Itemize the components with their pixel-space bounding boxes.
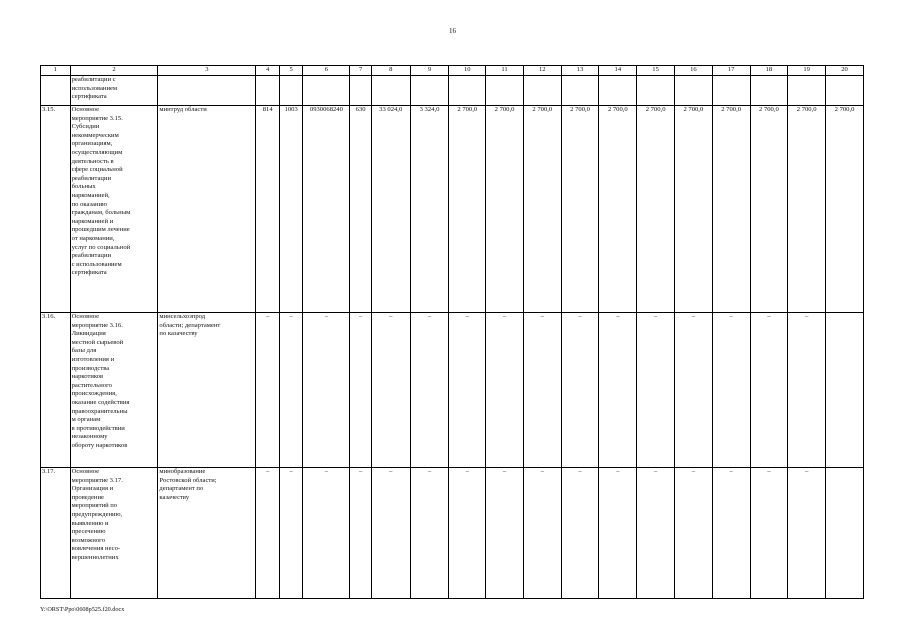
value-cell: –: [523, 313, 561, 468]
value-cell: –: [279, 468, 302, 599]
value-cell: 2 700,0: [826, 106, 864, 313]
row-number: 3.16.: [41, 313, 71, 468]
column-header: 2: [70, 66, 158, 76]
description-line: вершеннолетних: [71, 553, 119, 561]
value-cell: [826, 468, 864, 599]
value-cell: –: [256, 313, 279, 468]
description-line: мероприятие 3.15.: [71, 114, 123, 122]
value-cell: 2 700,0: [449, 106, 486, 313]
description-line: Субсидии: [71, 123, 100, 131]
value-cell: 2 700,0: [486, 106, 524, 313]
description-line: осуществляющим: [71, 148, 123, 156]
program-table: [40, 65, 864, 599]
value-cell: [449, 76, 486, 106]
executor-line: по казачеству: [159, 330, 198, 338]
value-cell: 1003: [279, 106, 302, 313]
value-cell: [599, 76, 637, 106]
table-row: [41, 468, 864, 599]
value-cell: 2 700,0: [674, 106, 712, 313]
value-cell: –: [279, 313, 302, 468]
value-cell: 2 700,0: [561, 106, 599, 313]
description-line: незаконному: [71, 433, 108, 441]
value-cell: –: [599, 468, 637, 599]
value-cell: –: [561, 468, 599, 599]
description-line: вовлечения несо-: [71, 545, 121, 553]
description-line: пресечению: [71, 528, 106, 536]
value-cell: –: [303, 313, 350, 468]
value-cell: –: [599, 313, 637, 468]
header-row: [41, 66, 864, 76]
activity-description: [70, 106, 158, 313]
value-cell: –: [410, 313, 449, 468]
value-cell: [523, 76, 561, 106]
value-cell: [371, 76, 410, 106]
value-cell: –: [637, 313, 675, 468]
value-cell: 2 700,0: [637, 106, 675, 313]
description-line: правоохранительны: [71, 407, 128, 415]
description-line: больных: [71, 183, 96, 191]
description-line: Основное: [71, 313, 100, 320]
description-line: некоммерческим: [71, 131, 119, 139]
description-line: проведение: [71, 493, 104, 501]
description-line: Основное: [71, 106, 100, 113]
value-cell: –: [486, 313, 524, 468]
value-cell: –: [788, 313, 826, 468]
column-header: 19: [788, 66, 826, 76]
executor-line: области; департамент: [159, 321, 221, 329]
row-number: [41, 76, 71, 106]
description-line: прошедшим лечение: [71, 226, 130, 234]
description-line: с использованием: [71, 260, 122, 268]
value-cell: –: [449, 313, 486, 468]
description-line: происхождения,: [71, 390, 117, 398]
page-number: 16: [449, 27, 456, 35]
value-cell: 814: [256, 106, 279, 313]
description-line: Ликвидация: [71, 330, 106, 338]
description-line: наркоманией и: [71, 217, 114, 225]
responsible-executor: [158, 76, 256, 106]
value-cell: –: [712, 468, 750, 599]
description-line: гражданам, больным: [71, 209, 131, 217]
description-line: местной сырьевой: [71, 338, 124, 346]
description-line: деятельность в: [71, 157, 114, 165]
row-number: 3.15.: [41, 106, 71, 313]
description-line: использованием: [71, 84, 118, 92]
description-line: реабилитации с: [71, 76, 116, 83]
executor-line: минтруд области: [159, 106, 207, 113]
description-line: мероприятие 3.17.: [71, 476, 123, 484]
column-header: 15: [637, 66, 675, 76]
column-header: 14: [599, 66, 637, 76]
value-cell: [712, 76, 750, 106]
value-cell: –: [449, 468, 486, 599]
responsible-executor: [158, 468, 256, 599]
executor-line: Ростовской области;: [159, 476, 217, 484]
column-header: 20: [826, 66, 864, 76]
value-cell: –: [750, 313, 788, 468]
description-line: сфере социальной: [71, 166, 123, 174]
value-cell: [350, 76, 371, 106]
column-header: 8: [371, 66, 410, 76]
description-line: Основное: [71, 468, 100, 475]
value-cell: [826, 76, 864, 106]
value-cell: [674, 76, 712, 106]
value-cell: 2 700,0: [599, 106, 637, 313]
document-path: Y:\ORST\Ppo\0608p525.f20.docx: [40, 606, 125, 613]
description-line: мероприятий по: [71, 502, 118, 510]
value-cell: –: [371, 468, 410, 599]
column-header: 17: [712, 66, 750, 76]
description-line: возможного: [71, 536, 106, 544]
column-header: 1: [41, 66, 71, 76]
description-line: обороту наркотиков: [71, 441, 128, 449]
value-cell: 0930068240: [303, 106, 350, 313]
value-cell: [788, 76, 826, 106]
activity-description: [70, 313, 158, 468]
value-cell: [410, 76, 449, 106]
responsible-executor: [158, 313, 256, 468]
activity-description: [70, 468, 158, 599]
column-header: 5: [279, 66, 302, 76]
column-header: 6: [303, 66, 350, 76]
description-line: в противодействии: [71, 424, 125, 432]
value-cell: –: [523, 468, 561, 599]
description-line: мероприятие 3.16.: [71, 321, 123, 329]
executor-line: минсельхозпрод: [159, 313, 206, 320]
value-cell: 2 700,0: [788, 106, 826, 313]
value-cell: –: [486, 468, 524, 599]
value-cell: [303, 76, 350, 106]
value-cell: [750, 76, 788, 106]
value-cell: [486, 76, 524, 106]
value-cell: 630: [350, 106, 371, 313]
value-cell: 33 024,0: [371, 106, 410, 313]
value-cell: –: [371, 313, 410, 468]
value-cell: [256, 76, 279, 106]
value-cell: –: [750, 468, 788, 599]
value-cell: [637, 76, 675, 106]
value-cell: –: [674, 468, 712, 599]
value-cell: –: [674, 313, 712, 468]
description-line: выявлению и: [71, 519, 109, 527]
value-cell: [561, 76, 599, 106]
value-cell: 2 700,0: [750, 106, 788, 313]
description-line: сертификата: [71, 93, 107, 101]
description-line: реабилитации: [71, 252, 112, 260]
column-header: 7: [350, 66, 371, 76]
table-row: [41, 313, 864, 468]
value-cell: –: [788, 468, 826, 599]
description-line: организациям,: [71, 140, 113, 148]
description-line: базы для: [71, 347, 97, 355]
value-cell: [279, 76, 302, 106]
description-line: наркотиков: [71, 373, 104, 381]
executor-line: минобразование: [159, 468, 206, 475]
executor-line: казачеству: [159, 493, 190, 501]
value-cell: –: [410, 468, 449, 599]
description-line: услуг по социальной: [71, 243, 131, 251]
description-line: изготовления и: [71, 355, 115, 363]
column-header: 3: [158, 66, 256, 76]
description-line: сертификата: [71, 269, 107, 277]
value-cell: [826, 313, 864, 468]
value-cell: 2 700,0: [523, 106, 561, 313]
value-cell: 2 700,0: [712, 106, 750, 313]
column-header: 12: [523, 66, 561, 76]
description-line: оказание содействия: [71, 398, 130, 406]
value-cell: 3 324,0: [410, 106, 449, 313]
description-line: наркоманией,: [71, 191, 110, 199]
column-header: 18: [750, 66, 788, 76]
value-cell: –: [561, 313, 599, 468]
description-line: растительного: [71, 381, 112, 389]
column-header: 13: [561, 66, 599, 76]
responsible-executor: [158, 106, 256, 313]
column-header: 11: [486, 66, 524, 76]
value-cell: –: [637, 468, 675, 599]
column-header: 16: [674, 66, 712, 76]
description-line: по оказанию: [71, 200, 107, 208]
column-header: 9: [410, 66, 449, 76]
value-cell: –: [350, 313, 371, 468]
description-line: м органам: [71, 416, 101, 424]
value-cell: –: [350, 468, 371, 599]
value-cell: –: [256, 468, 279, 599]
column-header: 4: [256, 66, 279, 76]
value-cell: –: [303, 468, 350, 599]
column-header: 10: [449, 66, 486, 76]
table-row: [41, 76, 864, 106]
value-cell: –: [712, 313, 750, 468]
description-line: предупреждению,: [71, 510, 123, 518]
description-line: от наркомании,: [71, 234, 115, 242]
description-line: Организация и: [71, 485, 114, 493]
table-row: [41, 106, 864, 313]
executor-line: департамент по: [159, 485, 204, 493]
activity-description: [70, 76, 158, 106]
description-line: реабилитации: [71, 174, 112, 182]
description-line: производства: [71, 364, 110, 372]
row-number: 3.17.: [41, 468, 71, 599]
